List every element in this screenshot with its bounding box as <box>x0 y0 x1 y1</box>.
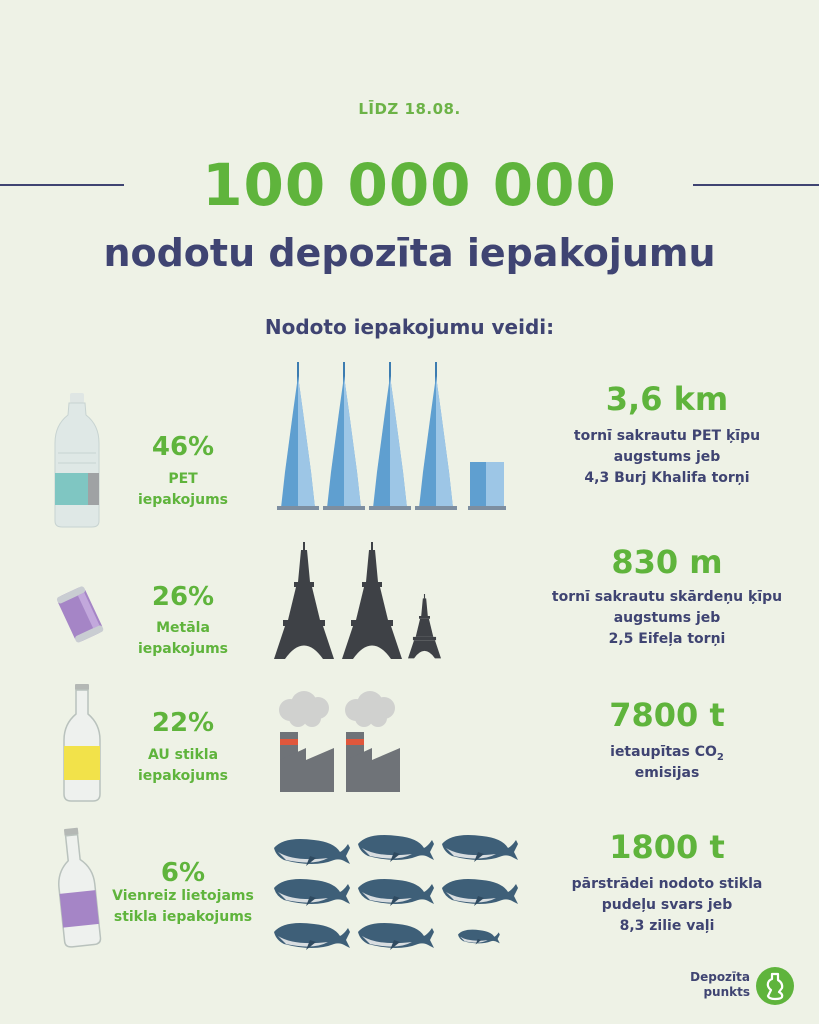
whale-desc-line1: pārstrādei nodoto stikla <box>571 876 763 892</box>
glass-reusable-percent: 22% <box>151 708 215 738</box>
logo-text <box>666 970 750 1000</box>
blue-whale-icon <box>272 828 512 950</box>
metal-desc-line3: 2,5 Eifeļa torņi <box>608 631 726 647</box>
section-heading: Nodoto iepakojumu veidi: <box>264 315 555 339</box>
page-title: nodotu depozīta iepakojumu <box>103 231 716 275</box>
date-label: LĪDZ 18.08. <box>358 100 461 118</box>
metal-label-line1: Metāla <box>156 620 210 636</box>
glass-single-percent: 6% <box>160 858 206 888</box>
eiffel-tower-icon <box>274 542 474 662</box>
whale-desc-line3: 8,3 zilie vaļi <box>619 918 715 934</box>
pet-desc-line1: tornī sakrautu PET ķīpu <box>573 428 761 444</box>
co2-desc-line2: emisijas <box>634 765 700 781</box>
pet-desc-line3: 4,3 Burj Khalifa torņi <box>584 470 750 486</box>
metal-percent: 26% <box>151 582 215 612</box>
metal-value: 830 m <box>611 543 723 581</box>
logo-line2: punkts <box>703 985 750 999</box>
pet-percent: 46% <box>151 432 215 462</box>
metal-desc-line1: tornī sakrautu skārdeņu ķīpu <box>551 589 783 605</box>
co2-value: 7800 t <box>609 696 725 734</box>
pet-value: 3,6 km <box>605 380 729 418</box>
glass-single-label-line2: stikla iepakojums <box>113 909 253 925</box>
glass-single-label-line1: Vienreiz lietojams <box>112 888 254 904</box>
metal-desc-line2: augstums jeb <box>613 610 721 626</box>
co2-subscript: 2 <box>716 751 724 763</box>
logo-line1: Depozīta <box>690 970 750 984</box>
pet-label-line1: PET <box>168 471 198 487</box>
metal-label-line2: iepakojums <box>137 641 228 657</box>
pet-bottle-icon <box>52 393 102 528</box>
glass-reusable-label-line1: AU stikla <box>147 747 219 763</box>
logo-bottle-icon <box>755 966 795 1006</box>
co2-desc-text: ietaupītas CO <box>610 744 717 760</box>
burj-khalifa-icon <box>274 362 514 510</box>
glass-reusable-label-line2: iepakojums <box>137 768 228 784</box>
total-count: 100 000 000 <box>202 151 617 219</box>
whale-desc-line2: pudeļu svars jeb <box>601 897 733 913</box>
whale-value: 1800 t <box>609 828 725 866</box>
pet-label-line2: iepakojums <box>137 492 228 508</box>
factory-icon <box>276 690 416 794</box>
pet-desc-line2: augstums jeb <box>613 449 721 465</box>
